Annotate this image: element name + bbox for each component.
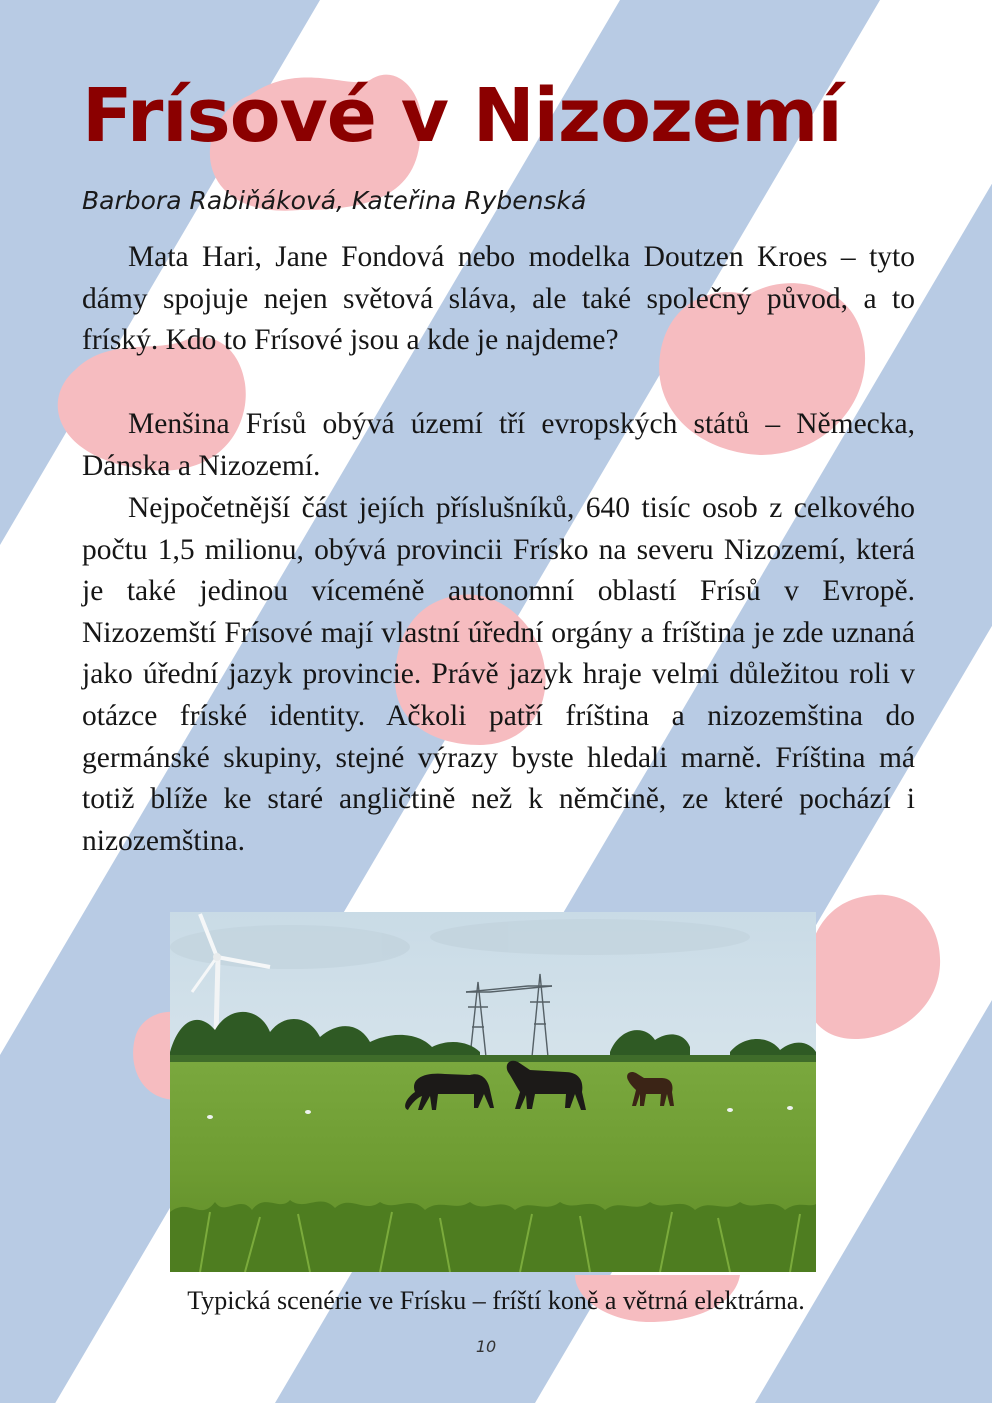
paragraph-friesland: Nejpočetnější část jejích příslušníků, 640 tisíc osob z celkového počtu 1,5 milionu, obývá provincii Frísko na severu Nizozemí, která je také jedinou víceméně autonomní oblastí Frísů v Evropě. Nizozemští Frísové mají vlastní úřední orgány a fríština je zde uznaná jako úřední jazyk provincie. Právě jazyk hraje velmi důležitou roli v otázce fríské identity. Ačkoli patří fríština a nizozemština do germánské skupiny, stejné výrazy byste hledali marně. Fríština má totiž blíže ke staré angličtině než k němčině, ze které pochází i nizozemština.: [82, 492, 915, 857]
paragraph-intro: Mata Hari, Jane Fondová nebo modelka Doutzen Kroes – tyto dámy spojuje nejen světová sláva, ale také společný původ, a to fríský. Kdo to Frísové jsou a kde je najdeme?: [82, 241, 915, 357]
page-number: 10: [475, 1337, 497, 1356]
paragraph-states: Menšina Frísů obývá území tří evropských států – Německa, Dánska a Nizozemí.: [82, 408, 915, 482]
friesland-landscape-photo: [170, 912, 816, 1272]
article-title: Frísové v Nizozemí: [82, 73, 842, 159]
photo-caption: Typická scenérie ve Frísku – fríští koně a větrná elektrárna.: [187, 1286, 805, 1315]
article-authors: Barbora Rabiňáková, Kateřina Rybenská: [82, 186, 587, 215]
reeds-foreground: [170, 1200, 816, 1272]
